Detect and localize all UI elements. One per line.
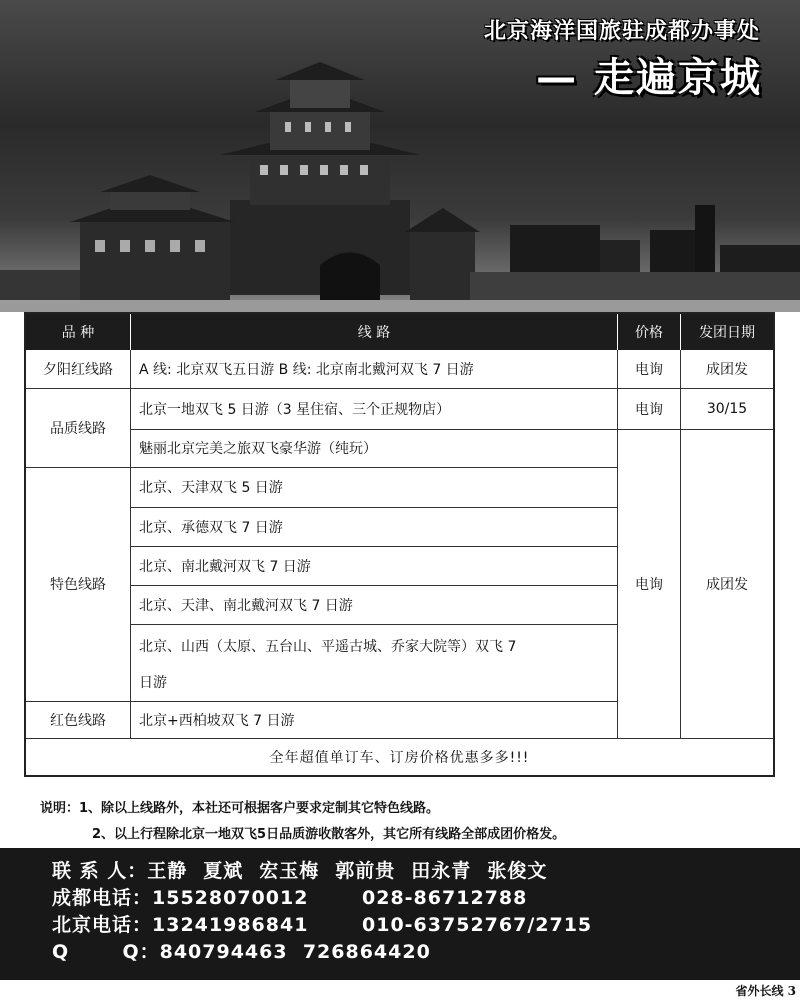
note-1: 说明：1、除以上线路外，本社还可根据客户要求定制其它特色线路。 — [40, 801, 440, 816]
route-sunset: A 线: 北京双飞五日游 B 线: 北京南北戴河双飞 7 日游 — [139, 362, 474, 378]
price-special: 电询 — [635, 576, 663, 593]
slogan-title: — 走遍京城 — [536, 55, 762, 101]
chengdu-phone-row — [52, 885, 800, 912]
route-special-4: 北京、天津、南北戴河双飞 7 日游 — [139, 597, 353, 614]
header-price: 价格 — [618, 314, 680, 350]
chengdu-landline: 028-86712788 — [362, 887, 528, 909]
departure-quality: 30/15 — [706, 400, 748, 417]
note-2: 2、以上行程除北京一地双飞5日品质游收散客外，其它所有线路全部成团价格发。 — [92, 827, 566, 842]
agency-title: 北京海洋国旅驻成都办事处 — [483, 19, 760, 44]
contact-person: 宏玉梅 — [259, 860, 320, 882]
qq-row — [52, 939, 800, 966]
qq-numbers: 840794463 726864420 — [159, 941, 431, 963]
contact-person: 田永青 — [411, 860, 472, 882]
page-footer: 省外长线 3 — [735, 984, 796, 998]
departure-sunset: 成团发 — [706, 362, 748, 378]
qq-label: Q Q： — [52, 941, 160, 963]
route-table — [24, 312, 775, 777]
category-sunset: 夕阳红线路 — [43, 362, 113, 378]
route-special-2: 北京、承德双飞 7 日游 — [139, 519, 283, 536]
price-quality: 电询 — [635, 401, 663, 418]
contact-person: 郭前贵 — [335, 860, 396, 882]
category-red: 红色线路 — [50, 712, 106, 729]
route-special-1: 北京、天津双飞 5 日游 — [139, 480, 283, 496]
chengdu-mobile: 15528070012 — [152, 887, 309, 909]
contact-people-label: 联 系 人： — [52, 860, 148, 882]
route-special-5-cont: 日游 — [139, 675, 167, 691]
contact-people-row — [52, 858, 800, 885]
header-photo — [0, 0, 800, 312]
contact-person: 王静 — [147, 860, 188, 882]
beijing-mobile: 13241986841 — [152, 914, 309, 936]
beijing-phone-label: 北京电话： — [52, 914, 153, 936]
contact-person: 夏斌 — [203, 860, 244, 882]
contact-person: 张俊文 — [487, 860, 548, 882]
departure-special: 成团发 — [706, 576, 748, 593]
route-quality-1: 北京一地双飞 5 日游（3 星住宿、三个正规物店） — [139, 401, 451, 418]
beijing-phone-row — [52, 912, 800, 939]
route-special-3: 北京、南北戴河双飞 7 日游 — [139, 558, 311, 575]
header-route: 线 路 — [131, 314, 617, 350]
beijing-landline: 010-63752767/2715 — [362, 914, 593, 936]
header-category: 品 种 — [26, 314, 130, 350]
divider — [131, 624, 618, 625]
header-departure: 发团日期 — [681, 314, 773, 350]
route-special-5: 北京、山西（太原、五台山、平遥古城、乔家大院等）双飞 7 — [139, 639, 517, 655]
category-quality: 品质线路 — [50, 420, 106, 437]
route-quality-2: 魅丽北京完美之旅双飞豪华游（纯玩） — [139, 441, 377, 457]
chengdu-phone-label: 成都电话： — [52, 887, 153, 909]
notes — [40, 796, 780, 848]
contact-band — [0, 848, 800, 980]
route-red: 北京+西柏坡双飞 7 日游 — [139, 712, 295, 729]
price-sunset: 电询 — [635, 362, 663, 378]
promo-text: 全年超值单订车、订房价格优惠多多!!! — [269, 750, 530, 766]
category-special: 特色线路 — [50, 577, 106, 593]
